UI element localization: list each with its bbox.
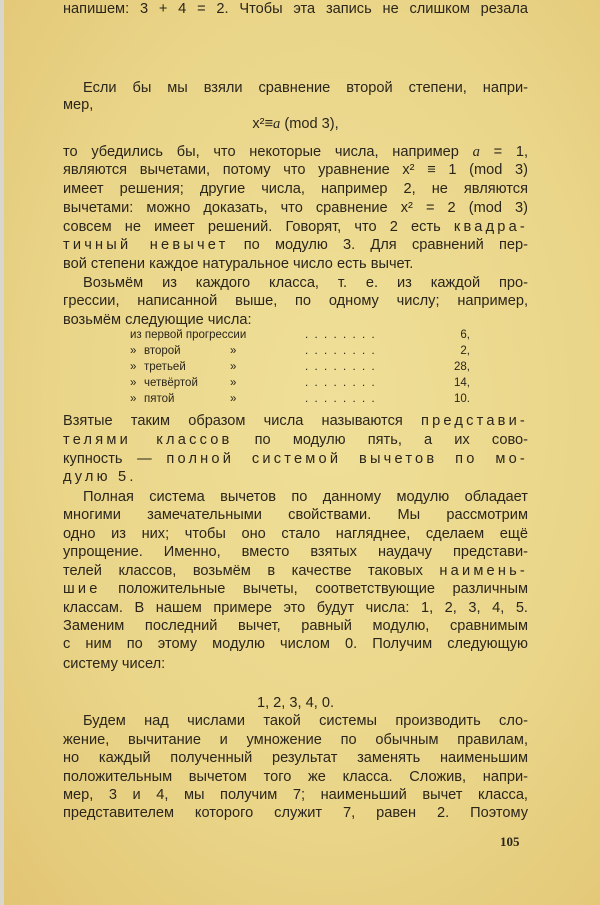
- progression-label: пятой: [144, 393, 175, 405]
- text-line: [63, 599, 528, 617]
- ditto-mark: »: [130, 377, 137, 389]
- emphasized-term: наимень-: [439, 563, 528, 579]
- text-line: [63, 731, 528, 749]
- formula-line: [63, 115, 528, 133]
- text-run: Если бы мы взяли сравнение второй степени, напри-: [83, 80, 528, 96]
- leader-dots: ........: [305, 377, 381, 389]
- text-line: [63, 562, 528, 580]
- text-run: с ним по этому модулю числом 0. Получим следующую: [63, 636, 528, 652]
- text-run: по модулю пять, а их сово-: [232, 432, 529, 448]
- leader-dots: ........: [305, 393, 381, 405]
- representative-value: 14,: [454, 377, 470, 389]
- emphasized-term: полной системой вычетов по мо-: [166, 451, 528, 467]
- text-run: систему чисел:: [63, 656, 166, 672]
- text-run: положительным вычетом того же класса. Сложив, напри-: [63, 769, 528, 785]
- text-run: возьмём следующие числа:: [63, 312, 252, 328]
- text-line: [63, 412, 528, 430]
- text-line: [63, 292, 528, 310]
- ditto-mark: »: [130, 361, 137, 373]
- ditto-mark: »: [130, 393, 137, 405]
- emphasized-term: дулю 5.: [63, 469, 137, 485]
- text-run: являются вычетами, потому что уравнение x² ≡ 1 (mod 3): [63, 162, 528, 178]
- text-run: грессии, написанной выше, по одному числу; например,: [63, 293, 528, 309]
- progression-label: третьей: [144, 361, 186, 373]
- text-line: [83, 274, 528, 292]
- text-line: [83, 79, 528, 97]
- text-run: мер, 3 и 4, мы получим 7; наименьший вычет класса,: [63, 787, 528, 803]
- text-line: [63, 218, 528, 236]
- progression-label: четвёртой: [144, 377, 198, 389]
- formula-line: [63, 694, 528, 712]
- text-run: положительные вычеты, соответствующие различным: [100, 581, 528, 597]
- text-line: [63, 0, 528, 18]
- text-line: [63, 786, 528, 804]
- scan-edge: [0, 0, 4, 905]
- table-row: [130, 343, 470, 359]
- text-line: [63, 255, 528, 273]
- table-row: [130, 375, 470, 391]
- text-run: (mod 3),: [280, 116, 339, 132]
- text-line: [83, 712, 528, 730]
- text-line: [63, 804, 528, 822]
- ditto-mark: »: [230, 377, 237, 389]
- text-line: [63, 525, 528, 543]
- text-line: [63, 655, 528, 673]
- text-line: [63, 431, 528, 449]
- text-line: [63, 768, 528, 786]
- text-run: напишем: 3 + 4 = 2. Чтобы эта запись не слишком резала: [63, 1, 528, 17]
- text-run: одно из них; чтобы оно стало нагляднее, сделаем ещё: [63, 526, 528, 542]
- text-line: [63, 180, 528, 198]
- text-run: но каждый полученный результат заменять наименьшим: [63, 750, 528, 766]
- text-line: [63, 617, 528, 635]
- text-run: представителем которого служит 7, равен 2. Поэтому: [63, 805, 528, 821]
- math-variable: a: [472, 144, 480, 160]
- text-run: телей классов, возьмём в качестве таковых: [63, 563, 440, 579]
- progression-label: из первой прогрессии: [130, 329, 247, 341]
- table-row: [130, 359, 470, 375]
- text-run: многими замечательными свойствами. Мы рассмотрим: [63, 507, 528, 523]
- text-run: x²≡: [252, 116, 273, 132]
- emphasized-term: телями классов: [63, 432, 233, 448]
- text-line: [63, 199, 528, 217]
- representative-value: 28,: [454, 361, 470, 373]
- ditto-mark: »: [230, 393, 237, 405]
- text-line: [63, 450, 528, 468]
- text-run: по модулю 3. Для сравнений пер-: [228, 237, 528, 253]
- ditto-mark: »: [230, 361, 237, 373]
- emphasized-term: шие: [63, 581, 101, 597]
- text-line: [63, 468, 528, 486]
- text-line: [63, 543, 528, 561]
- text-run: то убедились бы, что некоторые числа, например: [63, 144, 473, 160]
- ditto-mark: »: [230, 345, 237, 357]
- text-line: [63, 749, 528, 767]
- text-line: [63, 236, 528, 254]
- text-line: [63, 635, 528, 653]
- text-line: [63, 580, 528, 598]
- text-run: 1, 2, 3, 4, 0.: [256, 695, 335, 711]
- text-run: упрощение. Именно, вместо взятых наудачу представи-: [63, 544, 528, 560]
- leader-dots: ........: [305, 345, 381, 357]
- leader-dots: ........: [305, 329, 381, 341]
- table-row: [130, 391, 470, 407]
- representative-value: 2,: [460, 345, 470, 357]
- text-line: [63, 96, 528, 114]
- emphasized-term: представи-: [420, 413, 528, 429]
- text-run: Заменим последний вычет, равный модулю, сравнимым: [63, 618, 528, 634]
- representative-value: 6,: [460, 329, 470, 341]
- text-run: купность —: [63, 451, 167, 467]
- text-run: Возьмём из каждого класса, т. е. из каждой про-: [83, 275, 528, 291]
- text-line: [83, 488, 528, 506]
- text-run: вычетами: можно доказать, что сравнение x² = 2 (mod 3): [63, 200, 528, 216]
- ditto-mark: »: [130, 345, 137, 357]
- text-line: [63, 161, 528, 179]
- text-run: Полная система вычетов по данному модулю обладает: [83, 489, 528, 505]
- text-run: Будем над числами такой системы производить сло-: [83, 713, 528, 729]
- progression-label: второй: [144, 345, 181, 357]
- representative-value: 10.: [454, 393, 470, 405]
- math-variable: a: [273, 116, 281, 132]
- leader-dots: ........: [305, 361, 381, 373]
- text-run: мер,: [63, 97, 94, 113]
- text-run: классам. В нашем примере это будут числа: 1, 2, 3, 4, 5.: [63, 600, 528, 616]
- text-run: вой степени каждое натуральное число есть вычет.: [63, 256, 414, 272]
- emphasized-term: тичный невычет: [63, 237, 229, 253]
- emphasized-term: квадра-: [453, 219, 528, 235]
- text-line: [63, 506, 528, 524]
- table-row: [130, 327, 470, 343]
- text-run: Взятые таким образом числа называются: [63, 413, 421, 429]
- text-run: имеет решения; другие числа, например 2, не являются: [63, 181, 528, 197]
- page-number: 105: [500, 834, 520, 849]
- text-line: [63, 143, 528, 161]
- text-run: = 1,: [479, 144, 529, 160]
- text-run: жение, вычитание и умножение по обычным правилам,: [63, 732, 528, 748]
- text-run: совсем не имеет решений. Говорят, что 2 есть: [63, 219, 454, 235]
